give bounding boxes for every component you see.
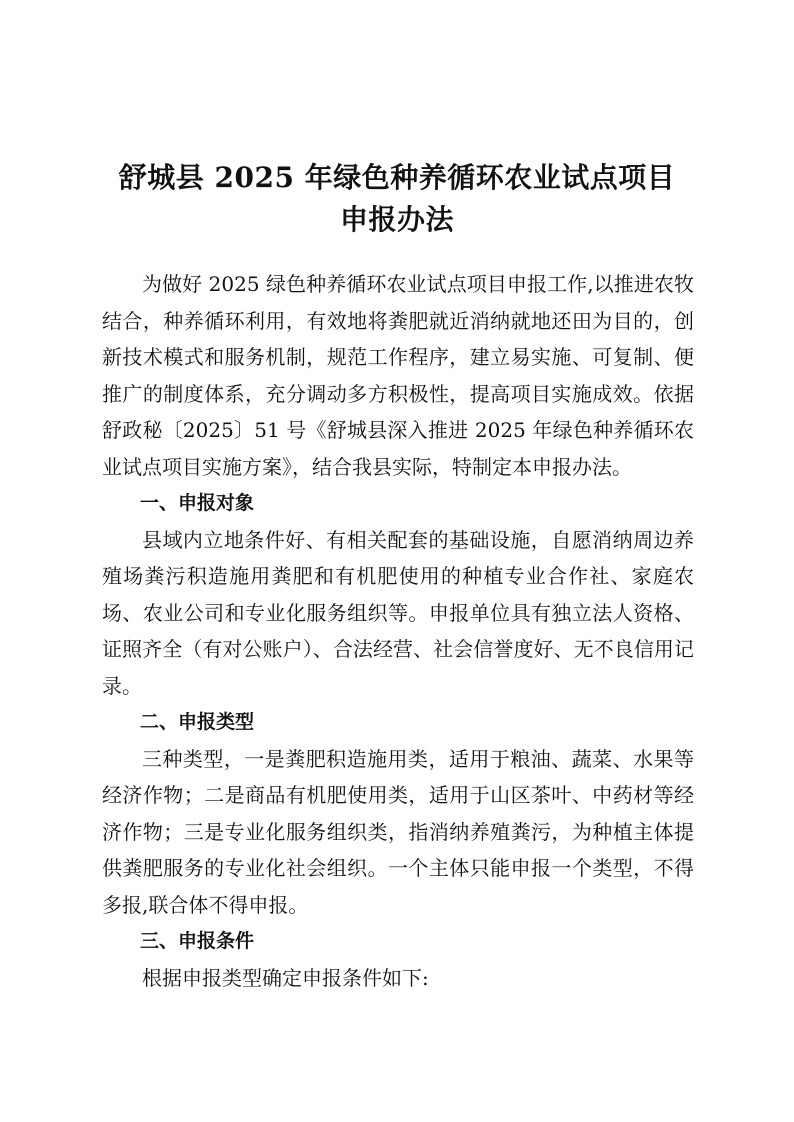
section-text-types: 三种类型，一是粪肥积造施用类，适用于粮油、蔬菜、水果等经济作物；二是商品有机肥使用类，适用于山区茶叶、中药材等经济作物；三是专业化服务组织类，指消纳养殖粪污，为种植主体提供粪肥服务的专业化社会组织。一个主体只能申报一个类型，不得多报,联合体不得申报。	[102, 746, 694, 917]
section-heading-applicants: 一、申报对象	[140, 492, 255, 514]
section-heading-conditions: 三、申报条件	[140, 930, 255, 952]
document-title-line2: 申报办法	[339, 203, 454, 236]
section-text-applicants: 县域内立地条件好、有相关配套的基础设施，自愿消纳周边养殖场粪污积造施用粪肥和有机肥使用的种植专业合作社、家庭农场、农业公司和专业化服务组织等。申报单位具有独立法人资格、证照齐全（有对公账户）、合法经营、社会信誉度好、无不良信用记录。	[102, 527, 694, 698]
document-body	[102, 266, 694, 996]
document-title-line1: 舒城县 2025 年绿色种养循环农业试点项目	[118, 161, 676, 194]
intro-paragraph: 为做好 2025 绿色种养循环农业试点项目申报工作,以推进农牧结合，种养循环利用，有效地将粪肥就近消纳就地还田为目的，创新技术模式和服务机制，规范工作程序，建立易实施、可复制、便推广的制度体系，充分调动多方积极性，提高项目实施成效。依据舒政秘〔2025〕51 号《舒城县深入推进 2025 年绿色种养循环农业试点项目实施方案》，结合我县实际，特制定本申报办法。	[102, 272, 694, 479]
section-text-conditions: 根据申报类型确定申报条件如下:	[142, 965, 429, 990]
section-heading-types: 二、申报类型	[140, 711, 255, 733]
